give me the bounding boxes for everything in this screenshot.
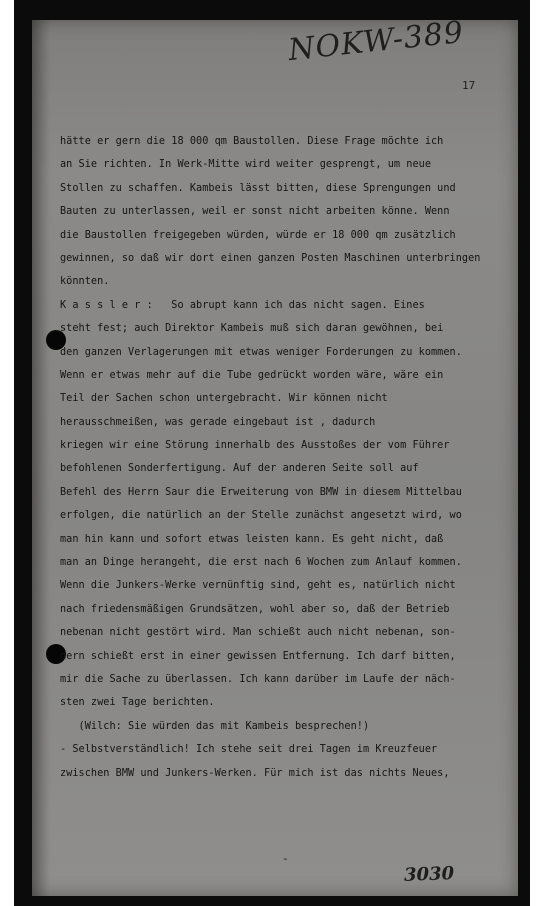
text-line: nach friedensmäßigen Grundsätzen, wohl aber so, daß der Betrieb bbox=[60, 603, 450, 615]
text-line: Wenn er etwas mehr auf die Tube gedrückt worden wäre, wäre ein bbox=[60, 369, 444, 381]
text-line: kriegen wir eine Störung innerhalb des Ausstoßes der vom Führer bbox=[60, 440, 450, 452]
text-line: steht fest; auch Direktor Kambeis muß sich daran gewöhnen, bei bbox=[60, 323, 444, 335]
text-line: Befehl des Herrn Saur die Erweiterung von BMW in diesem Mittelbau bbox=[60, 486, 462, 498]
text-line: an Sie richten. In Werk-Mitte wird weiter gesprengt, um neue bbox=[60, 159, 432, 171]
text-line: könnten. bbox=[60, 276, 110, 288]
footer-dash: - bbox=[282, 852, 289, 865]
text-line: man hin kann und sofort etwas leisten kann. Es geht nicht, daß bbox=[60, 533, 444, 545]
text-line: Bauten zu unterlassen, weil er sonst nicht arbeiten könne. Wenn bbox=[60, 206, 450, 218]
page-number: 17 bbox=[462, 79, 476, 92]
text-line: K a s s l e r : So abrupt kann ich das nicht sagen. Eines bbox=[60, 299, 425, 311]
text-line: mir die Sache zu überlassen. Ich kann darüber im Laufe der näch- bbox=[60, 673, 456, 685]
text-line: herausschmeißen, was gerade eingebaut ist , dadurch bbox=[60, 416, 376, 428]
text-line: zwischen BMW und Junkers-Werken. Für mich ist das nichts Neues, bbox=[60, 767, 450, 779]
text-line: (Wilch: Sie würden das mit Kambeis besprechen!) bbox=[60, 720, 370, 732]
text-line: Stollen zu schaffen. Kambeis lässt bitten, diese Sprengungen und bbox=[60, 182, 456, 194]
paper-edge-shadow bbox=[32, 20, 50, 896]
text-line: - Selbstverständlich! Ich stehe seit drei Tagen im Kreuzfeuer bbox=[60, 744, 438, 756]
text-line: dern schießt erst in einer gewissen Entfernung. Ich darf bitten, bbox=[60, 650, 456, 662]
handwritten-archive-code: NOKW-389 bbox=[286, 14, 466, 69]
text-line: man an Dinge herangeht, die erst nach 6 Wochen zum Anlauf kommen. bbox=[60, 557, 462, 569]
text-line: erfolgen, die natürlich an der Stelle zunächst angesetzt wird, wo bbox=[60, 510, 462, 522]
text-line: hätte er gern die 18 000 qm Baustollen. Diese Frage möchte ich bbox=[60, 136, 444, 147]
text-line: Teil der Sachen schon untergebracht. Wir können nicht bbox=[60, 393, 388, 405]
typed-body-text bbox=[60, 130, 530, 785]
text-line: nebenan nicht gestört wird. Man schießt auch nicht nebenan, son- bbox=[60, 627, 456, 639]
text-line: befohlenen Sonderfertigung. Auf der anderen Seite soll auf bbox=[60, 463, 419, 475]
text-line: den ganzen Verlagerungen mit etwas weniger Forderungen zu kommen. bbox=[60, 346, 462, 358]
text-line: gewinnen, so daß wir dort einen ganzen Posten Maschinen unterbringen bbox=[60, 252, 481, 264]
text-line: Wenn die Junkers-Werke vernünftig sind, geht es, natürlich nicht bbox=[60, 580, 456, 592]
text-line: die Baustollen freigegeben würden, würde er 18 000 qm zusätzlich bbox=[60, 229, 456, 241]
text-line: sten zwei Tage berichten. bbox=[60, 697, 215, 709]
handwritten-stamp-number: 3030 bbox=[403, 863, 455, 886]
